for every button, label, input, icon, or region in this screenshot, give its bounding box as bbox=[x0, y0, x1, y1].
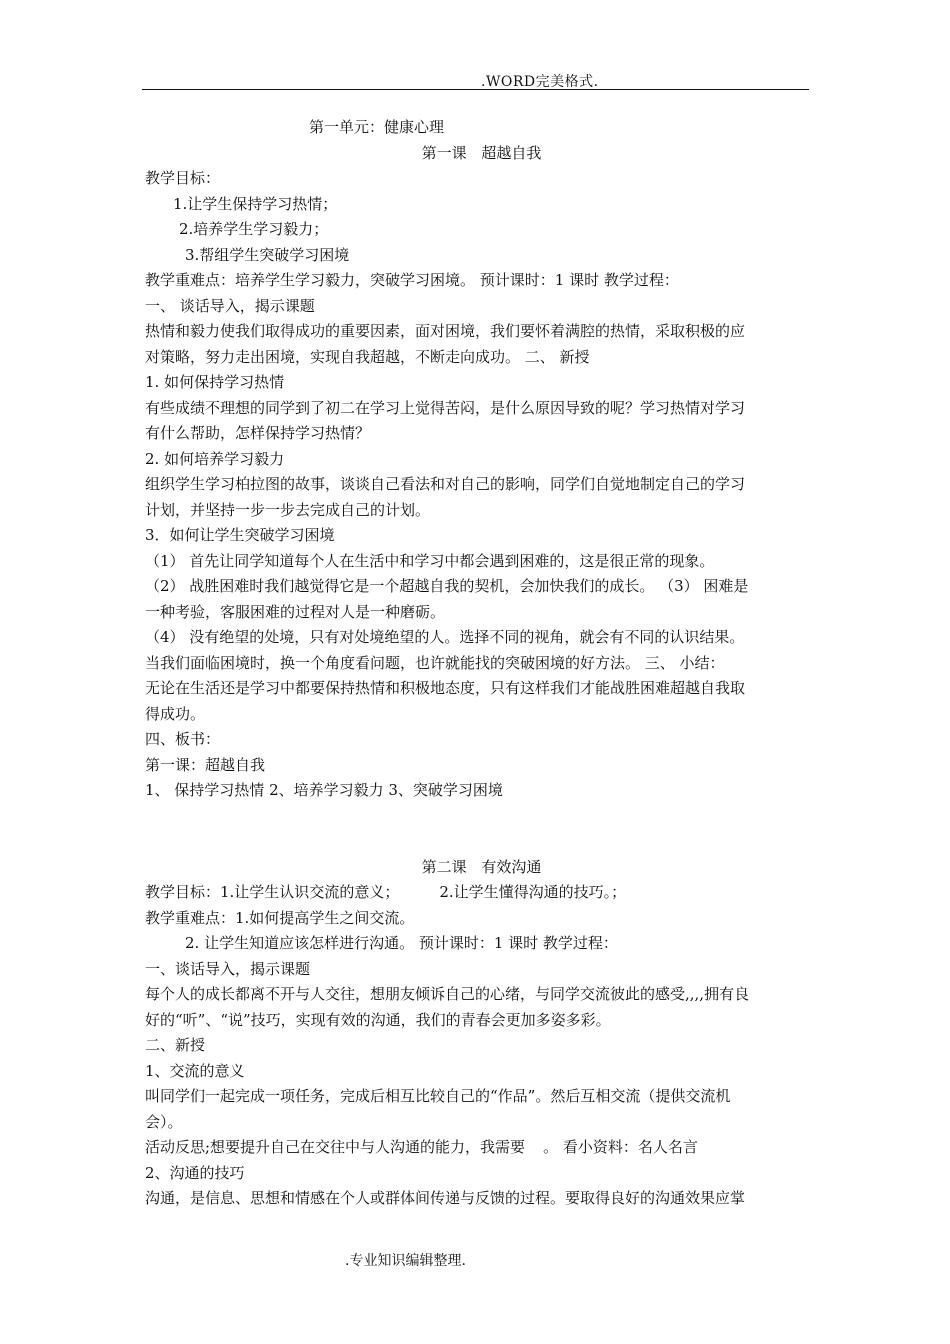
paragraph-line: 每个人的成长都离不开与人交往，想朋友倾诉自己的心绪，与同学交流彼此的感受,,,,拥有良 bbox=[145, 985, 750, 1003]
subsection-heading: 1、交流的意义 bbox=[145, 1061, 245, 1080]
goals-line bbox=[145, 880, 810, 906]
paragraph-line: 组织学生学习柏拉图的故事，谈谈自己看法和对自己的影响，同学们自觉地制定自己的学习 bbox=[145, 475, 746, 493]
paragraph-line: 会）。 bbox=[145, 1112, 183, 1131]
paragraph-line: 对策略，努力走出困境，实现自我超越，不断走向成功。 二、 新授 bbox=[145, 347, 590, 366]
paragraph-line: 无论在生活还是学习中都要保持热情和积极地态度，只有这样我们才能战胜困难超越自我取 bbox=[145, 679, 746, 697]
paragraph-line: 一种考验，客服困难的过程对人是一种磨砺。 bbox=[145, 602, 446, 621]
paragraph-line: （4） 没有绝望的处境，只有对处境绝望的人。选择不同的视角，就会有不同的认识结果。 bbox=[145, 628, 745, 646]
document-body bbox=[145, 115, 810, 1212]
goals-part: 2.让学生懂得沟通的技巧。； bbox=[439, 883, 627, 901]
header-rule bbox=[142, 89, 809, 90]
key-points: 教学重难点：1.如何提高学生之间交流。 bbox=[145, 908, 415, 927]
subsection-heading: 2、沟通的技巧 bbox=[145, 1163, 245, 1182]
board-title: 第一课：超越自我 bbox=[145, 755, 266, 774]
board-items: 1、 保持学习热情 2、培养学习毅力 3、突破学习困境 bbox=[145, 781, 503, 799]
section-heading: 二、新授 bbox=[145, 1036, 206, 1054]
page-header: .WORD完美格式. bbox=[481, 74, 599, 90]
paragraph-line: （1） 首先让同学知道每个人在生活中和学习中都会遇到困难的，这是很正常的现象。 bbox=[145, 551, 715, 570]
key-points: 教学重难点：培养学生学习毅力，突破学习困境。 预计课时：1 课时 教学过程： bbox=[145, 271, 679, 289]
section-heading: 一、 谈话导入，揭示课题 bbox=[145, 296, 315, 315]
section-spacer bbox=[145, 804, 810, 855]
reflection-line bbox=[145, 1135, 810, 1161]
unit-title: 第一单元：健康心理 bbox=[309, 118, 445, 136]
paragraph-line: （2） 战胜困难时我们越觉得它是一个超越自我的契机，会加快我们的成长。 （3） 困难是 bbox=[145, 577, 749, 595]
page-footer: .专业知识编辑整理. bbox=[345, 1253, 466, 1269]
paragraph-line: 好的“听”、“说”技巧，实现有效的沟通，我们的青春会更加多姿多彩。 bbox=[145, 1010, 611, 1029]
goal-item: 3.帮组学生突破学习困境 bbox=[185, 245, 350, 264]
key-point-item: 2. 让学生知道应该怎样进行沟通。 预计课时：1 课时 教学过程： bbox=[185, 934, 618, 952]
paragraph-line: 叫同学们一起完成一项任务，完成后相互比较自己的“作品”。然后互相交流（提供交流机 bbox=[145, 1087, 731, 1105]
subsection-heading: 2. 如何培养学习毅力 bbox=[145, 449, 285, 468]
goal-item: 1.让学生保持学习热情； bbox=[173, 194, 338, 213]
paragraph-line: 计划，并坚持一步一步去完成自己的计划。 bbox=[145, 500, 431, 519]
section-heading: 一、谈话导入，揭示课题 bbox=[145, 959, 311, 978]
goals-label: 教学目标： bbox=[145, 169, 221, 187]
lesson-title: 第二课 有效沟通 bbox=[421, 857, 542, 876]
paragraph-line: 沟通，是信息、思想和情感在个人或群体间传递与反馈的过程。要取得良好的沟通效果应掌 bbox=[145, 1189, 746, 1207]
paragraph-line: 有什么帮助，怎样保持学习热情？ bbox=[145, 424, 371, 442]
goals-part: 教学目标：1.让学生认识交流的意义； bbox=[145, 883, 400, 901]
subsection-heading: 3．如何让学生突破学习困境 bbox=[145, 526, 335, 544]
paragraph-line: 当我们面临困境时，换一个角度看问题，也许就能找的突破困境的好方法。 三、 小结： bbox=[145, 653, 725, 672]
paragraph-line: 热情和毅力使我们取得成功的重要因素，面对困境，我们要怀着满腔的热情，采取积极的应 bbox=[145, 322, 746, 340]
lesson-title: 第一课 超越自我 bbox=[421, 143, 542, 162]
reflection-part: 活动反思;想要提升自己在交往中与人沟通的能力，我需要 bbox=[145, 1138, 526, 1156]
reflection-part: 。 看小资料：名人名言 bbox=[543, 1138, 698, 1156]
section-heading: 四、板书： bbox=[145, 730, 221, 748]
goal-item: 2.培养学生学习毅力； bbox=[179, 220, 329, 238]
paragraph-line: 有些成绩不理想的同学到了初二在学习上觉得苦闷，是什么原因导致的呢？学习热情对学习 bbox=[145, 398, 746, 417]
paragraph-line: 得成功。 bbox=[145, 704, 206, 723]
subsection-heading: 1. 如何保持学习热情 bbox=[145, 373, 285, 391]
